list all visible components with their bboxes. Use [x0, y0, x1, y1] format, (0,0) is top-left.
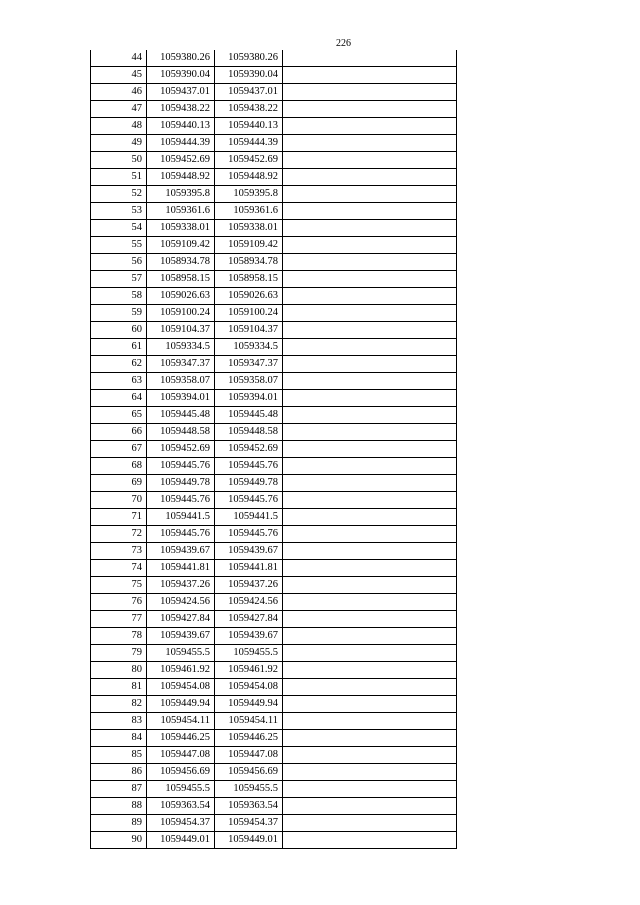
- value-a-cell: 1059439.67: [147, 543, 215, 560]
- table-row: [91, 475, 457, 492]
- row-index-cell: 90: [91, 832, 147, 849]
- table-row: [91, 509, 457, 526]
- value-b-cell: 1059380.26: [215, 50, 283, 67]
- table-row: [91, 645, 457, 662]
- empty-cell: [283, 237, 457, 254]
- value-b-cell: 1059437.26: [215, 577, 283, 594]
- empty-cell: [283, 798, 457, 815]
- row-index-cell: 55: [91, 237, 147, 254]
- value-b-cell: 1059447.08: [215, 747, 283, 764]
- empty-cell: [283, 526, 457, 543]
- value-a-cell: 1059447.08: [147, 747, 215, 764]
- table-row: [91, 764, 457, 781]
- value-a-cell: 1059424.56: [147, 594, 215, 611]
- empty-cell: [283, 764, 457, 781]
- empty-cell: [283, 322, 457, 339]
- row-index-cell: 54: [91, 220, 147, 237]
- value-b-cell: 1059395.8: [215, 186, 283, 203]
- table-row: [91, 254, 457, 271]
- empty-cell: [283, 186, 457, 203]
- table-row: [91, 152, 457, 169]
- value-b-cell: 1059437.01: [215, 84, 283, 101]
- row-index-cell: 77: [91, 611, 147, 628]
- value-b-cell: 1059452.69: [215, 441, 283, 458]
- empty-cell: [283, 679, 457, 696]
- value-b-cell: 1059455.5: [215, 781, 283, 798]
- value-a-cell: 1059445.48: [147, 407, 215, 424]
- value-a-cell: 1059441.81: [147, 560, 215, 577]
- empty-cell: [283, 509, 457, 526]
- empty-cell: [283, 203, 457, 220]
- value-a-cell: 1059452.69: [147, 441, 215, 458]
- empty-cell: [283, 407, 457, 424]
- value-a-cell: 1059445.76: [147, 492, 215, 509]
- empty-cell: [283, 356, 457, 373]
- table-row: [91, 832, 457, 849]
- value-b-cell: 1059394.01: [215, 390, 283, 407]
- empty-cell: [283, 577, 457, 594]
- row-index-cell: 70: [91, 492, 147, 509]
- row-index-cell: 52: [91, 186, 147, 203]
- value-a-cell: 1059439.67: [147, 628, 215, 645]
- value-b-cell: 1059109.42: [215, 237, 283, 254]
- value-a-cell: 1059363.54: [147, 798, 215, 815]
- row-index-cell: 58: [91, 288, 147, 305]
- value-a-cell: 1059444.39: [147, 135, 215, 152]
- value-b-cell: 1059363.54: [215, 798, 283, 815]
- table-row: [91, 407, 457, 424]
- value-b-cell: 1059104.37: [215, 322, 283, 339]
- row-index-cell: 57: [91, 271, 147, 288]
- value-b-cell: 1059439.67: [215, 628, 283, 645]
- value-a-cell: 1059104.37: [147, 322, 215, 339]
- empty-cell: [283, 50, 457, 67]
- value-b-cell: 1059454.11: [215, 713, 283, 730]
- value-a-cell: 1059100.24: [147, 305, 215, 322]
- table-row: [91, 628, 457, 645]
- row-index-cell: 88: [91, 798, 147, 815]
- table-row: [91, 50, 457, 67]
- table-row: [91, 577, 457, 594]
- value-a-cell: 1059440.13: [147, 118, 215, 135]
- row-index-cell: 62: [91, 356, 147, 373]
- table-row: [91, 611, 457, 628]
- table-row: [91, 424, 457, 441]
- value-a-cell: 1059445.76: [147, 526, 215, 543]
- row-index-cell: 76: [91, 594, 147, 611]
- table-row: [91, 815, 457, 832]
- table-row: [91, 594, 457, 611]
- row-index-cell: 48: [91, 118, 147, 135]
- value-b-cell: 1059347.37: [215, 356, 283, 373]
- value-b-cell: 1059445.76: [215, 458, 283, 475]
- table-row: [91, 237, 457, 254]
- value-b-cell: 1059449.94: [215, 696, 283, 713]
- table-row: [91, 492, 457, 509]
- empty-cell: [283, 696, 457, 713]
- value-b-cell: 1059449.78: [215, 475, 283, 492]
- empty-cell: [283, 645, 457, 662]
- empty-cell: [283, 424, 457, 441]
- table-row: [91, 84, 457, 101]
- empty-cell: [283, 220, 457, 237]
- value-b-cell: 1058958.15: [215, 271, 283, 288]
- value-b-cell: 1059026.63: [215, 288, 283, 305]
- table-row: [91, 798, 457, 815]
- empty-cell: [283, 611, 457, 628]
- empty-cell: [283, 628, 457, 645]
- empty-cell: [283, 288, 457, 305]
- table-row: [91, 730, 457, 747]
- table-body: [91, 50, 457, 849]
- table-row: [91, 305, 457, 322]
- value-b-cell: 1059445.76: [215, 526, 283, 543]
- table-row: [91, 458, 457, 475]
- table-row: [91, 118, 457, 135]
- value-a-cell: 1059358.07: [147, 373, 215, 390]
- table-row: [91, 339, 457, 356]
- empty-cell: [283, 84, 457, 101]
- row-index-cell: 44: [91, 50, 147, 67]
- value-a-cell: 1059448.92: [147, 169, 215, 186]
- value-b-cell: 1059446.25: [215, 730, 283, 747]
- row-index-cell: 74: [91, 560, 147, 577]
- value-b-cell: 1059456.69: [215, 764, 283, 781]
- table-row: [91, 169, 457, 186]
- row-index-cell: 78: [91, 628, 147, 645]
- value-b-cell: 1059441.81: [215, 560, 283, 577]
- value-b-cell: 1059338.01: [215, 220, 283, 237]
- row-index-cell: 53: [91, 203, 147, 220]
- row-index-cell: 63: [91, 373, 147, 390]
- value-b-cell: 1059454.08: [215, 679, 283, 696]
- table-row: [91, 679, 457, 696]
- value-a-cell: 1059026.63: [147, 288, 215, 305]
- value-b-cell: 1059449.01: [215, 832, 283, 849]
- value-a-cell: 1059461.92: [147, 662, 215, 679]
- row-index-cell: 87: [91, 781, 147, 798]
- table-row: [91, 203, 457, 220]
- table-row: [91, 186, 457, 203]
- value-a-cell: 1058958.15: [147, 271, 215, 288]
- value-b-cell: 1059448.92: [215, 169, 283, 186]
- row-index-cell: 61: [91, 339, 147, 356]
- value-b-cell: 1059454.37: [215, 815, 283, 832]
- row-index-cell: 83: [91, 713, 147, 730]
- table-row: [91, 543, 457, 560]
- value-a-cell: 1059361.6: [147, 203, 215, 220]
- row-index-cell: 89: [91, 815, 147, 832]
- value-a-cell: 1059456.69: [147, 764, 215, 781]
- value-b-cell: 1059455.5: [215, 645, 283, 662]
- empty-cell: [283, 560, 457, 577]
- value-b-cell: 1059444.39: [215, 135, 283, 152]
- empty-cell: [283, 390, 457, 407]
- value-a-cell: 1059394.01: [147, 390, 215, 407]
- value-a-cell: 1059395.8: [147, 186, 215, 203]
- row-index-cell: 82: [91, 696, 147, 713]
- empty-cell: [283, 730, 457, 747]
- row-index-cell: 81: [91, 679, 147, 696]
- value-a-cell: 1059338.01: [147, 220, 215, 237]
- table-row: [91, 373, 457, 390]
- row-index-cell: 68: [91, 458, 147, 475]
- row-index-cell: 72: [91, 526, 147, 543]
- value-a-cell: 1059438.22: [147, 101, 215, 118]
- empty-cell: [283, 152, 457, 169]
- row-index-cell: 69: [91, 475, 147, 492]
- page-number: 226: [336, 38, 351, 49]
- value-b-cell: 1059438.22: [215, 101, 283, 118]
- empty-cell: [283, 475, 457, 492]
- empty-cell: [283, 305, 457, 322]
- empty-cell: [283, 543, 457, 560]
- table-row: [91, 288, 457, 305]
- value-a-cell: 1059109.42: [147, 237, 215, 254]
- value-b-cell: 1059448.58: [215, 424, 283, 441]
- empty-cell: [283, 441, 457, 458]
- row-index-cell: 84: [91, 730, 147, 747]
- coordinates-table: [90, 50, 457, 849]
- value-b-cell: 1059440.13: [215, 118, 283, 135]
- value-a-cell: 1059449.94: [147, 696, 215, 713]
- value-a-cell: 1058934.78: [147, 254, 215, 271]
- empty-cell: [283, 781, 457, 798]
- value-b-cell: 1059445.76: [215, 492, 283, 509]
- row-index-cell: 86: [91, 764, 147, 781]
- value-b-cell: 1059390.04: [215, 67, 283, 84]
- table-row: [91, 271, 457, 288]
- table-row: [91, 356, 457, 373]
- row-index-cell: 50: [91, 152, 147, 169]
- table-row: [91, 560, 457, 577]
- empty-cell: [283, 662, 457, 679]
- empty-cell: [283, 747, 457, 764]
- table-row: [91, 220, 457, 237]
- table-row: [91, 441, 457, 458]
- value-b-cell: 1059334.5: [215, 339, 283, 356]
- value-b-cell: 1059427.84: [215, 611, 283, 628]
- table-row: [91, 713, 457, 730]
- row-index-cell: 71: [91, 509, 147, 526]
- value-a-cell: 1059390.04: [147, 67, 215, 84]
- row-index-cell: 56: [91, 254, 147, 271]
- empty-cell: [283, 271, 457, 288]
- value-b-cell: 1058934.78: [215, 254, 283, 271]
- row-index-cell: 47: [91, 101, 147, 118]
- value-b-cell: 1059100.24: [215, 305, 283, 322]
- row-index-cell: 79: [91, 645, 147, 662]
- value-b-cell: 1059358.07: [215, 373, 283, 390]
- row-index-cell: 75: [91, 577, 147, 594]
- table-row: [91, 135, 457, 152]
- table-row: [91, 662, 457, 679]
- value-b-cell: 1059441.5: [215, 509, 283, 526]
- value-a-cell: 1059441.5: [147, 509, 215, 526]
- empty-cell: [283, 118, 457, 135]
- row-index-cell: 66: [91, 424, 147, 441]
- value-a-cell: 1059445.76: [147, 458, 215, 475]
- value-a-cell: 1059437.26: [147, 577, 215, 594]
- empty-cell: [283, 169, 457, 186]
- value-b-cell: 1059361.6: [215, 203, 283, 220]
- table-row: [91, 322, 457, 339]
- empty-cell: [283, 458, 457, 475]
- table-row: [91, 781, 457, 798]
- row-index-cell: 64: [91, 390, 147, 407]
- value-a-cell: 1059437.01: [147, 84, 215, 101]
- value-a-cell: 1059454.11: [147, 713, 215, 730]
- table-row: [91, 747, 457, 764]
- empty-cell: [283, 339, 457, 356]
- row-index-cell: 45: [91, 67, 147, 84]
- row-index-cell: 51: [91, 169, 147, 186]
- value-b-cell: 1059439.67: [215, 543, 283, 560]
- row-index-cell: 49: [91, 135, 147, 152]
- value-a-cell: 1059452.69: [147, 152, 215, 169]
- empty-cell: [283, 135, 457, 152]
- value-a-cell: 1059380.26: [147, 50, 215, 67]
- value-a-cell: 1059455.5: [147, 645, 215, 662]
- value-a-cell: 1059446.25: [147, 730, 215, 747]
- row-index-cell: 67: [91, 441, 147, 458]
- value-a-cell: 1059455.5: [147, 781, 215, 798]
- value-b-cell: 1059424.56: [215, 594, 283, 611]
- value-a-cell: 1059454.08: [147, 679, 215, 696]
- value-a-cell: 1059427.84: [147, 611, 215, 628]
- table-row: [91, 67, 457, 84]
- value-a-cell: 1059448.58: [147, 424, 215, 441]
- table-row: [91, 101, 457, 118]
- empty-cell: [283, 832, 457, 849]
- row-index-cell: 59: [91, 305, 147, 322]
- empty-cell: [283, 67, 457, 84]
- value-a-cell: 1059449.78: [147, 475, 215, 492]
- row-index-cell: 73: [91, 543, 147, 560]
- empty-cell: [283, 594, 457, 611]
- row-index-cell: 46: [91, 84, 147, 101]
- empty-cell: [283, 492, 457, 509]
- empty-cell: [283, 254, 457, 271]
- value-a-cell: 1059347.37: [147, 356, 215, 373]
- table-row: [91, 526, 457, 543]
- row-index-cell: 80: [91, 662, 147, 679]
- empty-cell: [283, 373, 457, 390]
- value-a-cell: 1059334.5: [147, 339, 215, 356]
- value-b-cell: 1059452.69: [215, 152, 283, 169]
- value-a-cell: 1059449.01: [147, 832, 215, 849]
- table-row: [91, 390, 457, 407]
- row-index-cell: 65: [91, 407, 147, 424]
- row-index-cell: 60: [91, 322, 147, 339]
- value-b-cell: 1059461.92: [215, 662, 283, 679]
- empty-cell: [283, 815, 457, 832]
- value-b-cell: 1059445.48: [215, 407, 283, 424]
- table-row: [91, 696, 457, 713]
- value-a-cell: 1059454.37: [147, 815, 215, 832]
- empty-cell: [283, 101, 457, 118]
- empty-cell: [283, 713, 457, 730]
- row-index-cell: 85: [91, 747, 147, 764]
